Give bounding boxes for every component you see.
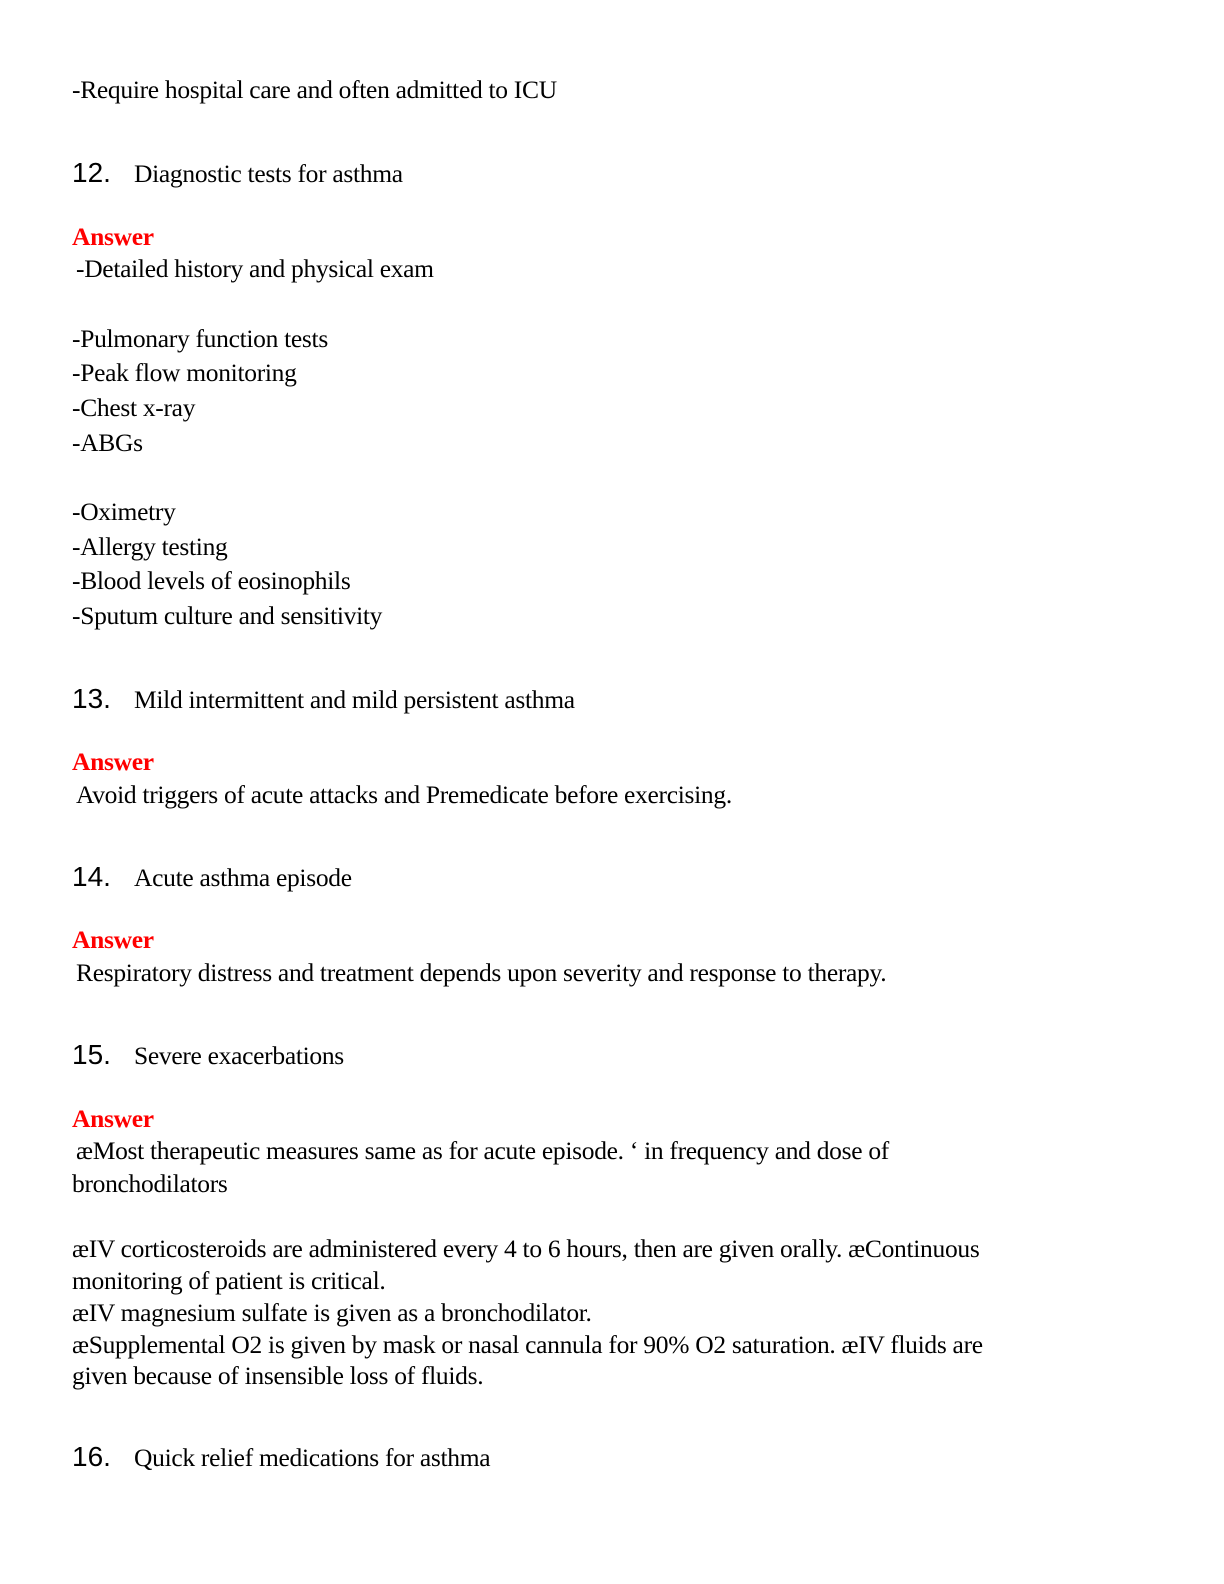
question-number: 16. [72, 1441, 111, 1472]
intro-line: -Require hospital care and often admitted to ICU [72, 75, 557, 104]
answer-line: -Allergy testing [72, 532, 228, 561]
answer-line: -Detailed history and physical exam [76, 254, 434, 283]
question-title: Quick relief medications for asthma [134, 1443, 491, 1472]
question-number: 12. [72, 157, 111, 188]
answer-line: Avoid triggers of acute attacks and Premedicate before exercising. [76, 780, 732, 809]
answer-label: Answer [72, 747, 154, 776]
answer-label: Answer [72, 1104, 154, 1133]
answer-line: -Peak flow monitoring [72, 358, 297, 387]
answer-line: given because of insensible loss of fluids. [72, 1361, 484, 1390]
answer-line: æIV corticosteroids are administered every 4 to 6 hours, then are given orally. æContinuous [72, 1234, 980, 1263]
question-number: 14. [72, 861, 111, 892]
answer-line: bronchodilators [72, 1169, 228, 1198]
answer-line: -Blood levels of eosinophils [72, 566, 351, 595]
answer-line: Respiratory distress and treatment depends upon severity and response to therapy. [76, 958, 887, 987]
question-title: Severe exacerbations [134, 1041, 344, 1070]
answer-line: -Sputum culture and sensitivity [72, 601, 383, 630]
question-number: 15. [72, 1039, 111, 1070]
question-number: 13. [72, 683, 111, 714]
question-title: Mild intermittent and mild persistent asthma [134, 685, 575, 714]
answer-line: æIV magnesium sulfate is given as a bronchodilator. [72, 1298, 592, 1327]
question-title: Diagnostic tests for asthma [134, 159, 403, 188]
answer-line: æMost therapeutic measures same as for acute episode. ‘ in frequency and dose of [76, 1136, 889, 1165]
answer-label: Answer [72, 925, 154, 954]
question-title: Acute asthma episode [134, 863, 352, 892]
answer-line: monitoring of patient is critical. [72, 1266, 386, 1295]
answer-label: Answer [72, 222, 154, 251]
answer-line: -Pulmonary function tests [72, 324, 328, 353]
answer-line: -ABGs [72, 428, 143, 457]
answer-line: -Oximetry [72, 497, 176, 526]
answer-line: æSupplemental O2 is given by mask or nasal cannula for 90% O2 saturation. æIV fluids are [72, 1330, 983, 1359]
answer-line: -Chest x-ray [72, 393, 196, 422]
